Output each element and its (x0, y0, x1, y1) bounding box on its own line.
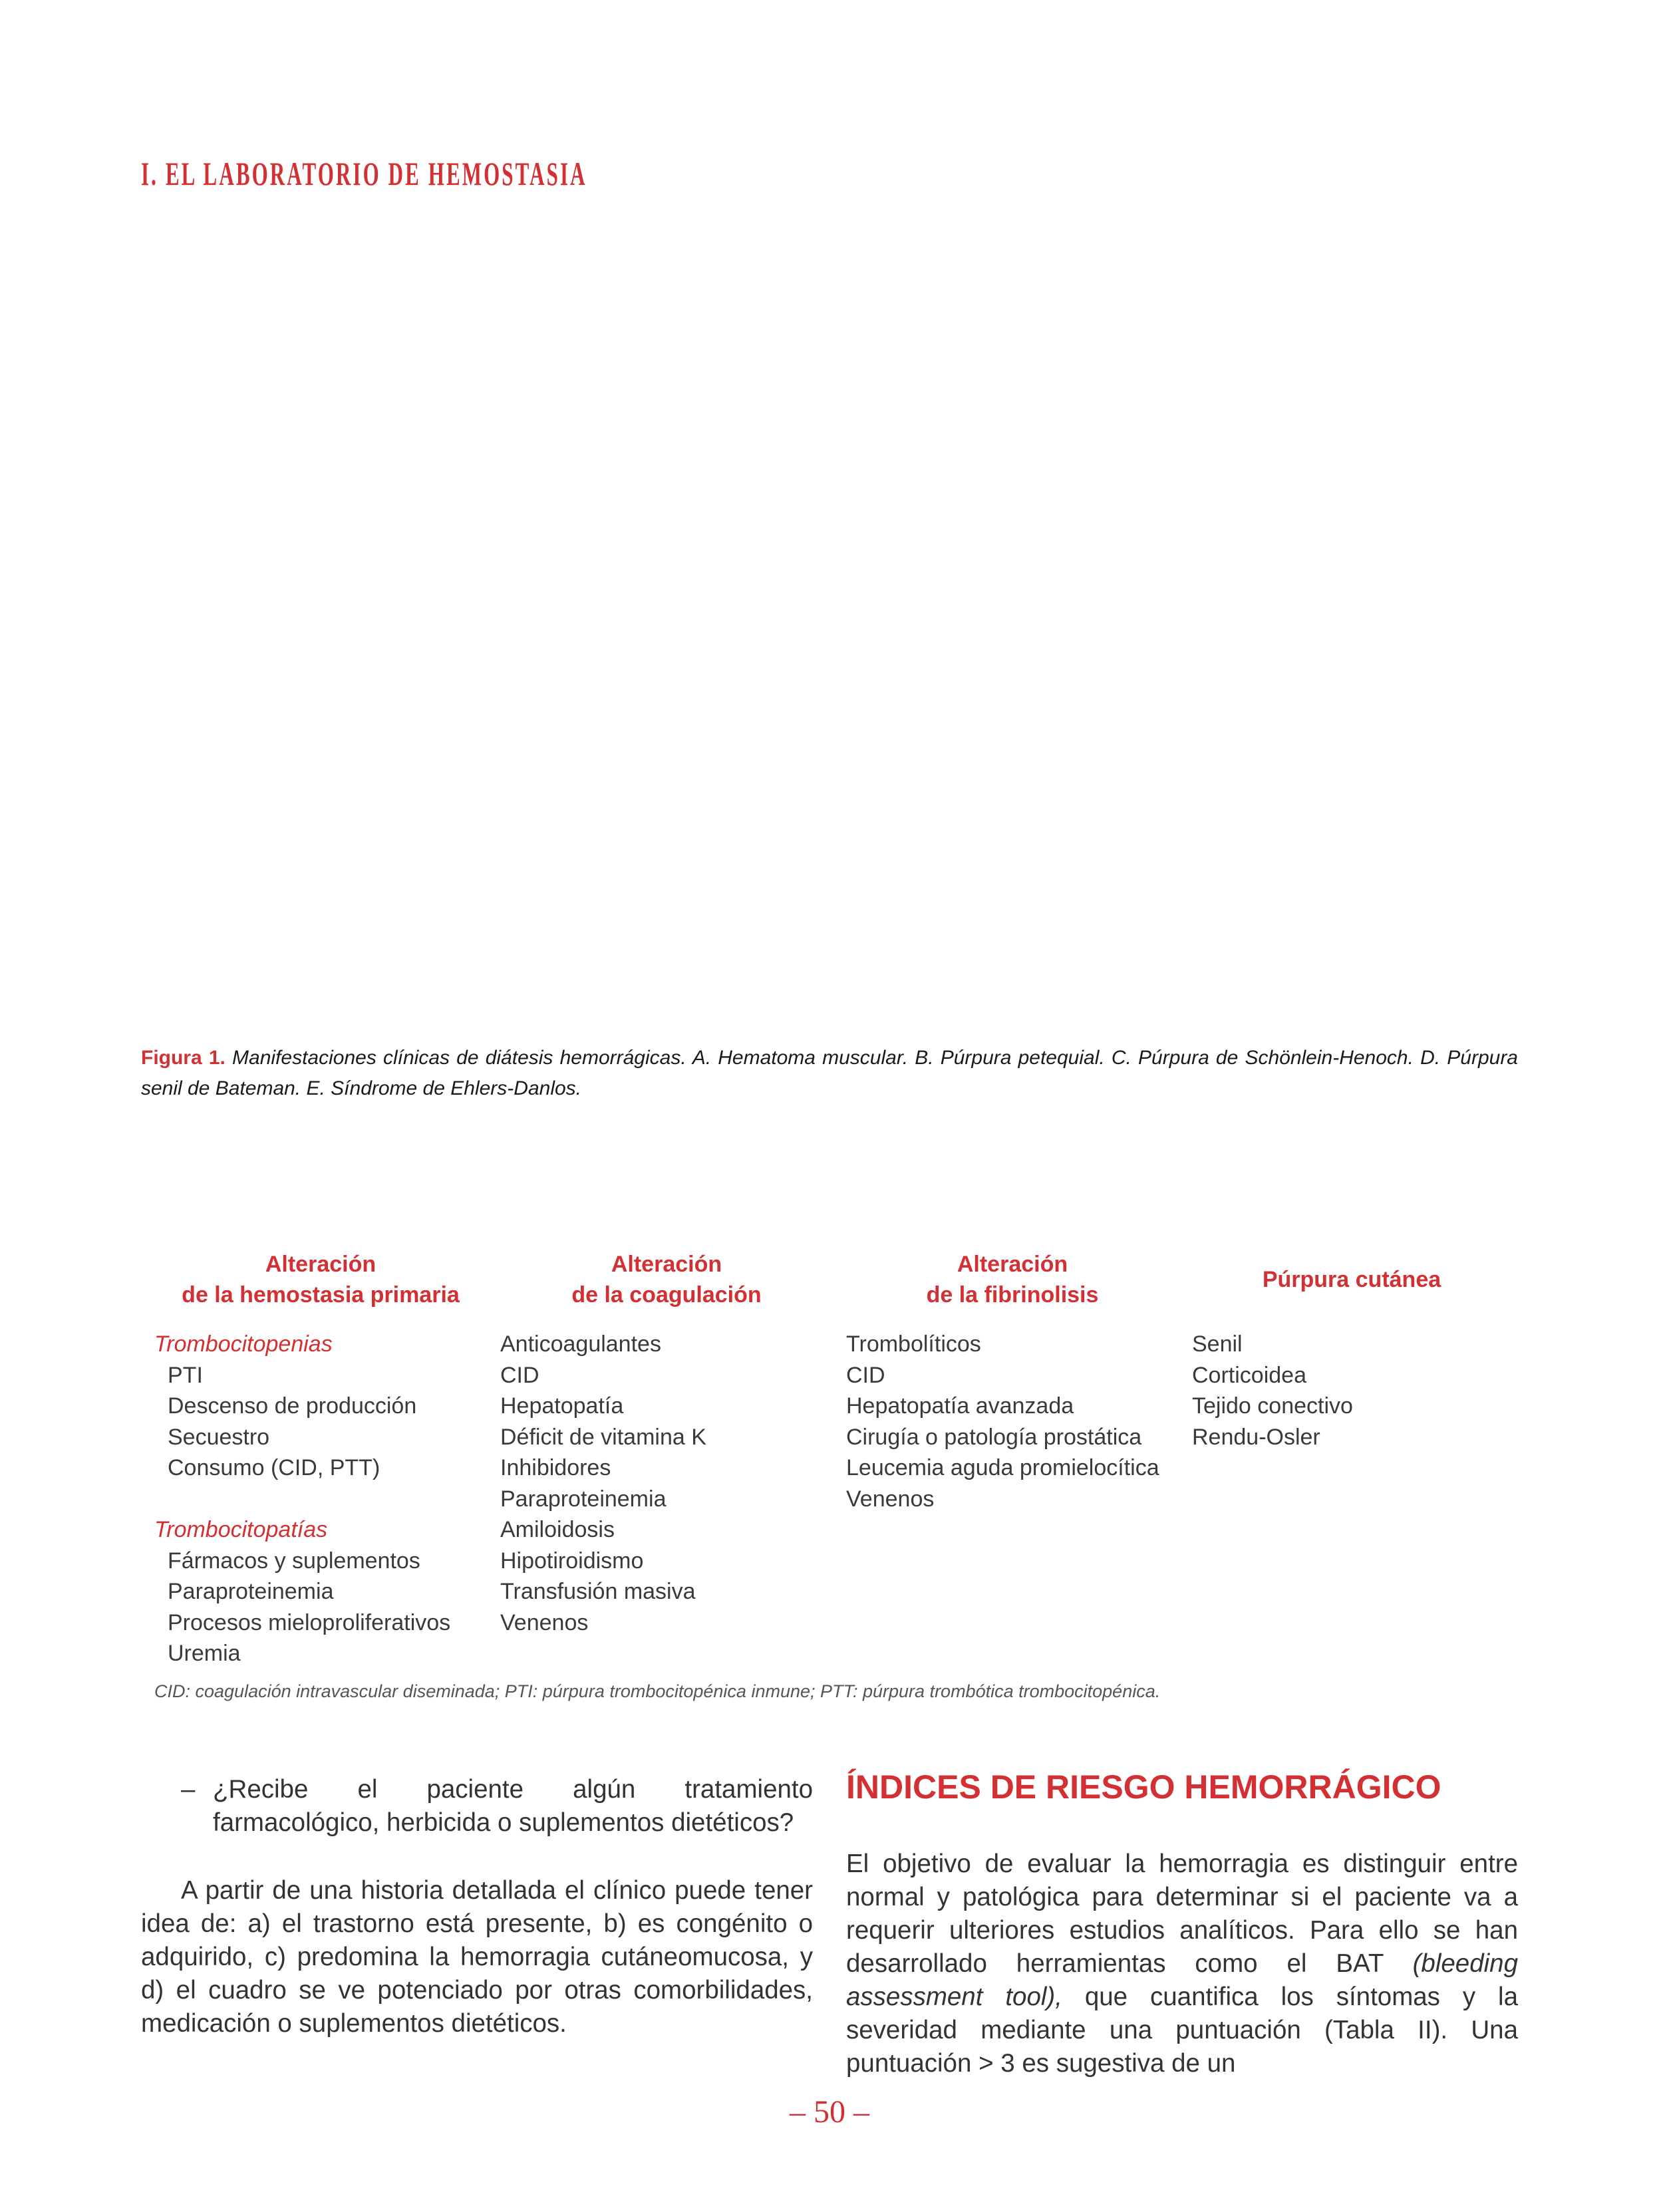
list-item: PTI (168, 1362, 203, 1388)
list-spacer (154, 1484, 487, 1515)
list-item: Descenso de producción (168, 1393, 417, 1419)
list-item: Inhibidores (500, 1455, 611, 1480)
column-header (154, 1249, 487, 1310)
column-header-line2: de la fibrinolisis (926, 1282, 1099, 1308)
paragraph-text: El objetivo de evaluar la hemorragia es distinguir entre normal y patológica para determinar si el paciente va a requerir ulteriores estudios analíticos. Para ello se han desarrollado herramientas como el BAT (846, 1850, 1518, 1978)
list-item: Hipotiroidismo (500, 1548, 644, 1574)
figure-caption (141, 1043, 1518, 1104)
figure-image-area (141, 219, 1518, 1011)
list-item: CID (846, 1362, 885, 1388)
list-item: Amiloidosis (500, 1517, 615, 1542)
paragraph-italic-text: (bleeding assessment tool), (846, 1949, 1518, 2011)
list-item: Uremia (168, 1641, 241, 1666)
body-paragraph-right (846, 1848, 1518, 2080)
list-item: Transfusión masiva (500, 1579, 696, 1604)
diathesis-table (141, 1249, 1518, 1675)
table-footnote: CID: coagulación intravascular diseminada; PTI: púrpura trombocitopénica inmune; PTT: púrpura trombótica trombocitopénica. (154, 1681, 1161, 1701)
column-header (500, 1249, 833, 1310)
list-item: Paraproteinemia (168, 1579, 334, 1604)
column-header-line1: Alteración (611, 1252, 722, 1277)
list-item: Cirugía o patología prostática (846, 1424, 1142, 1450)
column-header-line1: Alteración (265, 1252, 377, 1277)
list-group-title: Trombocitopatías (154, 1517, 328, 1542)
column-header (846, 1249, 1179, 1310)
bullet-item (141, 1773, 813, 1840)
list-item: Procesos mieloproliferativos (168, 1609, 451, 1635)
list-item: Venenos (500, 1609, 589, 1635)
list-item: Hepatopatía (500, 1393, 624, 1419)
column-list (154, 1329, 487, 1669)
list-item: Anticoagulantes (500, 1331, 661, 1357)
list-item: Trombolíticos (846, 1331, 981, 1357)
bullet-dash: – (181, 1775, 196, 1804)
list-item: Hepatopatía avanzada (846, 1393, 1074, 1419)
list-group-title: Trombocitopenias (154, 1331, 333, 1357)
list-item: Consumo (CID, PTT) (168, 1455, 380, 1480)
running-header: I. EL LABORATORIO DE HEMOSTASIA (141, 155, 587, 192)
list-item: Tejido conectivo (1192, 1393, 1353, 1419)
list-item: Venenos (846, 1486, 935, 1512)
list-item: Leucemia aguda promielocítica (846, 1455, 1159, 1480)
column-header (1192, 1264, 1511, 1295)
paragraph-text: que cuantifica los síntomas y la severidad mediante una puntuación (Tabla II). Una puntuación > 3 es sugestiva de un (846, 1983, 1518, 2078)
figure-caption-text: Manifestaciones clínicas de diátesis hemorrágicas. A. Hematoma muscular. B. Púrpura petequial. C. Púrpura de Schönlein-Henoch. D. Púrpura senil de Bateman. E. Síndrome de Ehlers-Danlos. (141, 1047, 1518, 1099)
column-header-line1: Alteración (957, 1252, 1068, 1277)
list-item: Rendu-Osler (1192, 1424, 1320, 1450)
list-item: Fármacos y suplementos (168, 1548, 420, 1574)
list-item: Senil (1192, 1331, 1243, 1357)
bullet-text: ¿Recibe el paciente algún tratamiento farmacológico, herbicida o suplementos dietéticos? (213, 1775, 813, 1837)
list-item: Paraproteinemia (500, 1486, 667, 1512)
column-header-line2: de la coagulación (571, 1282, 762, 1308)
list-item: Secuestro (168, 1424, 270, 1450)
list-item: Corticoidea (1192, 1362, 1306, 1388)
column-list (500, 1329, 833, 1638)
body-paragraph-left: A partir de una historia detallada el clínico puede tener idea de: a) el trastorno está presente, b) es congénito o adquirido, c) predomina la hemorragia cutáneomucosa, y d) el cuadro se ve potenciado por otras comorbilidades, medicación o suplementos dietéticos. (141, 1876, 813, 2038)
section-heading: ÍNDICES DE RIESGO HEMORRÁGICO (846, 1768, 1441, 1806)
column-header-line2: de la hemostasia primaria (182, 1282, 460, 1308)
figure-label: Figura 1. (141, 1047, 226, 1069)
column-list (1192, 1329, 1511, 1452)
page-number: – 50 – (790, 2094, 869, 2130)
list-item: CID (500, 1362, 539, 1388)
column-header-line1: Púrpura cutánea (1262, 1267, 1441, 1292)
list-item: Déficit de vitamina K (500, 1424, 706, 1450)
column-list (846, 1329, 1179, 1514)
